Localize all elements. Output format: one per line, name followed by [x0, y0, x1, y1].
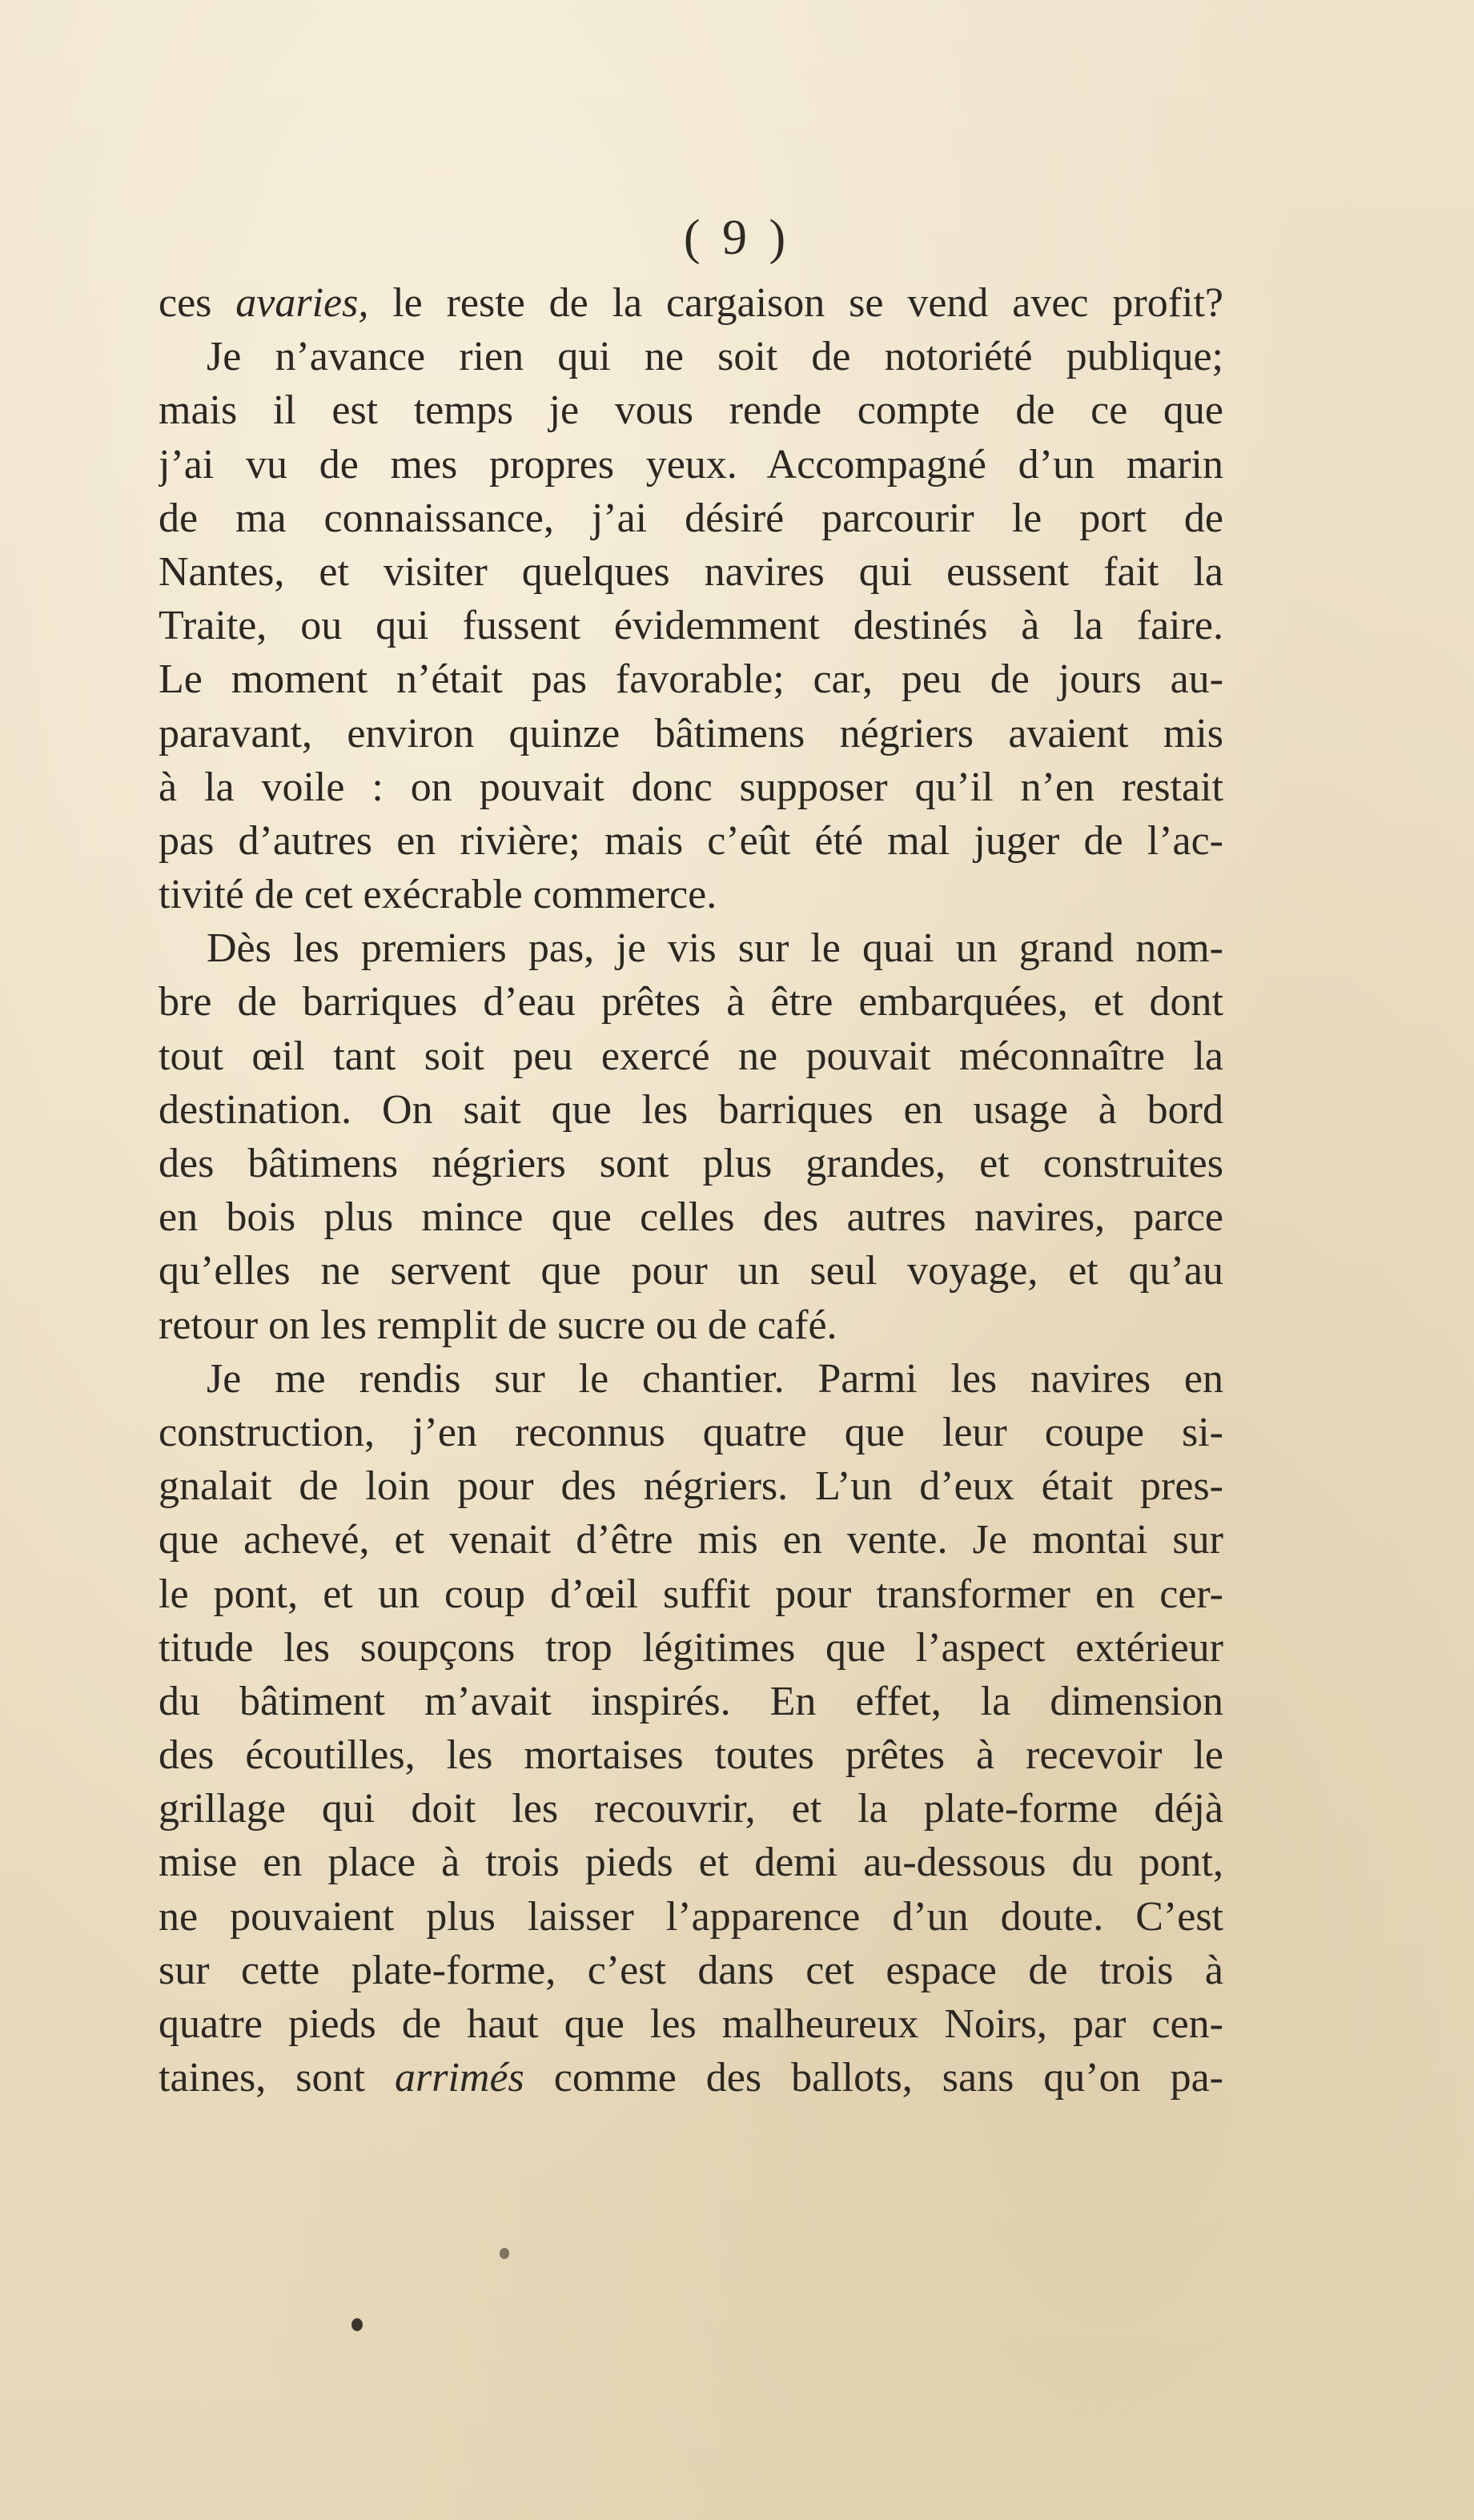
text-line: Le moment n’était pas favorable; car, peu de jours au-: [159, 656, 1223, 703]
text-line: qu’elles ne servent que pour un seul voyage, et qu’au: [159, 1248, 1223, 1294]
text-line: quatre pieds de haut que les malheureux Noirs, par cen-: [159, 2001, 1223, 2047]
text-line: retour on les remplit de sucre ou de café.: [159, 1302, 837, 1348]
text-line: gnalait de loin pour des négriers. L’un d’eux était pres-: [159, 1463, 1223, 1510]
text-run: le reste de la cargaison se vend avec profit?: [368, 280, 1223, 326]
italic-term: avaries,: [235, 280, 369, 326]
text-line: Dès les premiers pas, je vis sur le quai un grand nom-: [207, 925, 1223, 972]
text-line: à la voile : on pouvait donc supposer qu’il n’en restait: [159, 764, 1223, 810]
text-line: [159, 276, 1223, 330]
text-line: titude les soupçons trop légitimes que l’aspect extérieur: [159, 1624, 1223, 1671]
text-line: Nantes, et visiter quelques navires qui eussent fait la: [159, 548, 1223, 595]
ink-speck: [351, 2318, 363, 2331]
page-number: ( 9 ): [683, 211, 791, 265]
text-line: grillage qui doit les recouvrir, et la plate-forme déjà: [159, 1786, 1223, 1832]
text-line: destination. On sait que les barriques en usage à bord: [159, 1086, 1223, 1133]
text-line: mais il est temps je vous rende compte de ce que: [159, 387, 1223, 434]
text-line: des bâtimens négriers sont plus grandes, et construites: [159, 1141, 1223, 1186]
text-line: que achevé, et venait d’être mis en vente. Je montai sur: [159, 1517, 1223, 1563]
text-line: pas d’autres en rivière; mais c’eût été mal juger de l’ac-: [159, 817, 1223, 864]
text-line: de ma connaissance, j’ai désiré parcourir le port de: [159, 495, 1223, 541]
text-line: Traite, ou qui fussent évidemment destinés à la faire.: [159, 603, 1223, 649]
text-line: construction, j’en reconnus quatre que leur coupe si-: [159, 1409, 1223, 1455]
text-line: j’ai vu de mes propres yeux. Accompagné d’un marin: [159, 441, 1223, 488]
text-run: taines, sont: [159, 2055, 395, 2101]
ink-speck: [500, 2248, 509, 2259]
text-line: ne pouvaient plus laisser l’apparence d’un doute. C’est: [159, 1893, 1223, 1940]
body-text: [159, 276, 1223, 2105]
text-line: [159, 2051, 1223, 2105]
text-line: le pont, et un coup d’œil suffit pour transformer en cer-: [159, 1571, 1223, 1617]
italic-term: arrimés: [394, 2055, 524, 2101]
text-line: tout œil tant soit peu exercé ne pouvait méconnaître la: [159, 1033, 1223, 1079]
text-line: des écoutilles, les mortaises toutes prêtes à recevoir le: [159, 1732, 1223, 1779]
text-line: paravant, environ quinze bâtimens négriers avaient mis: [159, 710, 1223, 756]
text-line: bre de barriques d’eau prêtes à être embarquées, et dont: [159, 979, 1223, 1025]
text-line: sur cette plate-forme, c’est dans cet espace de trois à: [159, 1947, 1223, 1993]
text-line: Je me rendis sur le chantier. Parmi les navires en: [207, 1355, 1223, 1402]
text-run: comme des ballots, sans qu’on pa-: [524, 2055, 1223, 2101]
text-run: ces: [159, 280, 236, 326]
text-line: en bois plus mince que celles des autres navires, parce: [159, 1194, 1223, 1241]
text-line: mise en place à trois pieds et demi au-dessous du pont,: [159, 1840, 1223, 1886]
text-line: du bâtiment m’avait inspirés. En effet, la dimension: [159, 1678, 1223, 1724]
text-line: tivité de cet exécrable commerce.: [159, 872, 717, 918]
text-line: Je n’avance rien qui ne soit de notoriété publique;: [207, 334, 1223, 380]
